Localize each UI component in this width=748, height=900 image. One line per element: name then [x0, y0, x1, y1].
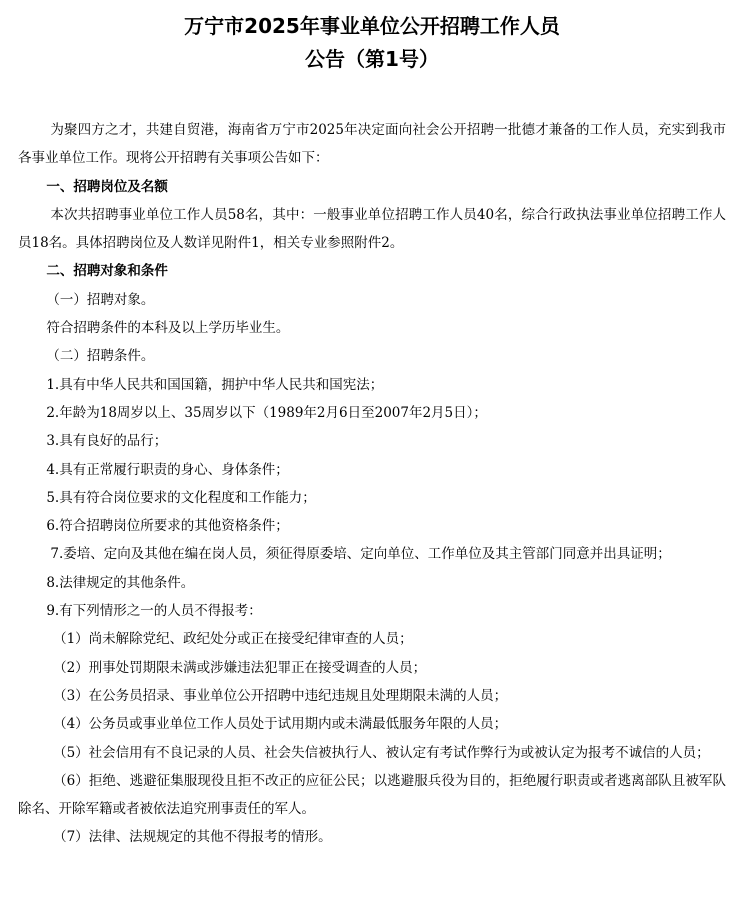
condition-item: 6.符合招聘岗位所要求的其他资格条件；: [46, 518, 289, 535]
condition-item: 4.具有正常履行职责的身心、身体条件；: [46, 461, 289, 478]
document-title: 万宁市2025年事业单位公开招聘工作人员: [184, 14, 560, 38]
section-heading-positions: 一、招聘岗位及名额: [46, 178, 168, 195]
condition-item: 8.法律规定的其他条件。: [46, 574, 195, 591]
exclusion-item: （2）刑事处罚期限未满或涉嫌违法犯罪正在接受调查的人员；: [53, 659, 427, 676]
subsection-label-conditions: （二）招聘条件。: [46, 348, 155, 365]
condition-item: 7.委培、定向及其他在编在岗人员，须征得原委培、定向单位、工作单位及其主管部门同意并出具证明；: [50, 546, 671, 563]
condition-item: 3.具有良好的品行；: [46, 433, 168, 450]
exclusion-item: （3）在公务员招录、事业单位公开招聘中违纪违规且处理期限未满的人员；: [53, 687, 508, 704]
document-subtitle: 公告（第1号）: [305, 47, 439, 71]
exclusion-item: （1）尚未解除党纪、政纪处分或正在接受纪律审查的人员；: [53, 631, 413, 648]
targets-paragraph: 符合招聘条件的本科及以上学历毕业生。: [46, 320, 290, 337]
exclusion-item: （7）法律、法规规定的其他不得报考的情形。: [53, 829, 332, 846]
subsection-label-targets: （一）招聘对象。: [46, 291, 155, 308]
condition-item: 9.有下列情形之一的人员不得报考：: [46, 603, 262, 620]
condition-item: 1.具有中华人民共和国国籍，拥护中华人民共和国宪法；: [46, 376, 384, 393]
exclusion-item: （6）拒绝、逃避征集服现役且拒不改正的应征公民；以逃避服兵役为目的，拒绝履行职责或者逃离部队且被军队除名、开除军籍或者被依法追究刑事责任的军人。: [18, 772, 726, 818]
condition-item: 2.年龄为18周岁以上、35周岁以下（1989年2月6日至2007年2月5日）；: [46, 404, 487, 421]
positions-paragraph: 本次共招聘事业单位工作人员58名，其中：一般事业单位招聘工作人员40名，综合行政执法事业单位招聘工作人员18名。具体招聘岗位及人数详见附件1，相关专业参照附件2。: [18, 206, 726, 252]
exclusion-item: （5）社会信用有不良记录的人员、社会失信被执行人、被认定有考试作弊行为或被认定为报考不诚信的人员；: [53, 744, 710, 761]
intro-paragraph: 为聚四方之才，共建自贸港，海南省万宁市2025年决定面向社会公开招聘一批德才兼备的工作人员，充实到我市各事业单位工作。现将公开招聘有关事项公告如下：: [18, 122, 726, 167]
section-heading-eligibility: 二、招聘对象和条件: [46, 263, 168, 280]
exclusion-item: （4）公务员或事业单位工作人员处于试用期内或未满最低服务年限的人员；: [53, 716, 508, 733]
condition-item: 5.具有符合岗位要求的文化程度和工作能力；: [46, 489, 316, 506]
